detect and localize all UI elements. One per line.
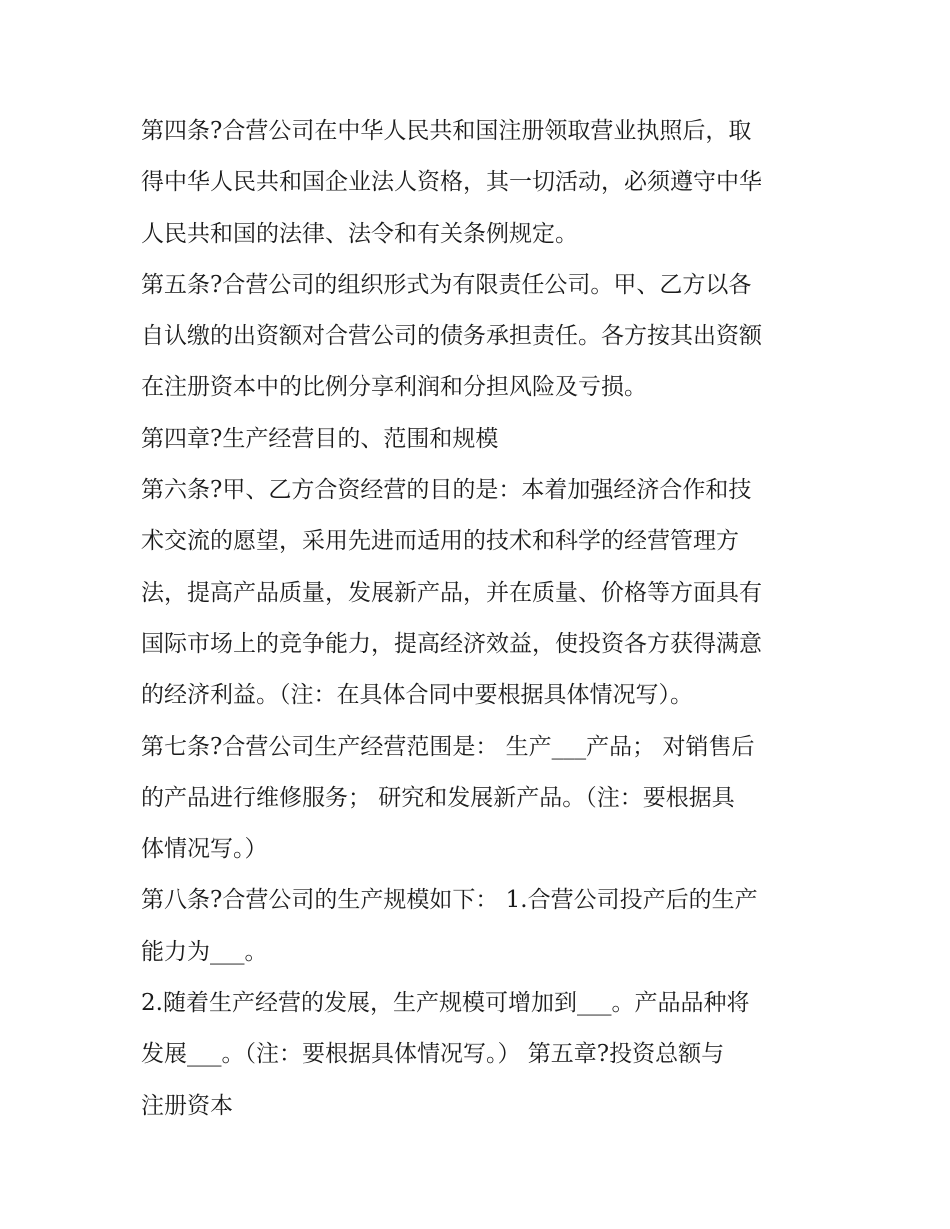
text-line: 在注册资本中的比例分享利润和分担风险及亏损。 [141, 374, 647, 401]
text-line: 术交流的愿望，采用先进而适用的技术和科学的经营管理方 [141, 528, 739, 555]
document-body [141, 106, 821, 1132]
text-line: 国际市场上的竞争能力，提高经济效益，使投资各方获得满意 [141, 630, 762, 657]
chapter-heading: 第四章?生产经营目的、范围和规模 [141, 425, 499, 452]
text-line: 的产品进行维修服务； 研究和发展新产品。（注：要根据具 [141, 784, 735, 811]
text-line: 人民共和国的法律、法令和有关条例规定。 [141, 220, 578, 247]
text-line: 第七条?合营公司生产经营范围是： 生产___产品； 对销售后 [141, 733, 755, 760]
text-line: 发展___。（注：要根据具体情况写。） 第五章?投资总额与 [141, 1041, 725, 1068]
text-line: 体情况写。） [141, 836, 268, 863]
text-line: 2.随着生产经营的发展，生产规模可增加到___。产品品种将 [141, 990, 750, 1017]
text-line: 自认缴的出资额对合营公司的债务承担责任。各方按其出资额 [141, 323, 762, 350]
text-line: 第八条?合营公司的生产规模如下： 1.合营公司投产后的生产 [141, 887, 758, 914]
text-line: 法，提高产品质量，发展新产品，并在质量、价格等方面具有 [141, 579, 762, 606]
text-line: 第六条?甲、乙方合资经营的目的是：本着加强经济合作和技 [141, 477, 752, 504]
text-line: 注册资本 [141, 1092, 233, 1119]
text-line: 能力为___。 [141, 938, 268, 965]
text-line: 第四条?合营公司在中华人民共和国注册领取营业执照后，取 [141, 118, 752, 144]
text-line: 第五条?合营公司的组织形式为有限责任公司。甲、乙方以各 [141, 271, 752, 298]
text-line: 的经济利益。（注：在具体合同中要根据具体情况写）。 [141, 682, 693, 709]
text-line: 得中华人民共和国企业法人资格，其一切活动，必须遵守中华 [141, 169, 762, 196]
